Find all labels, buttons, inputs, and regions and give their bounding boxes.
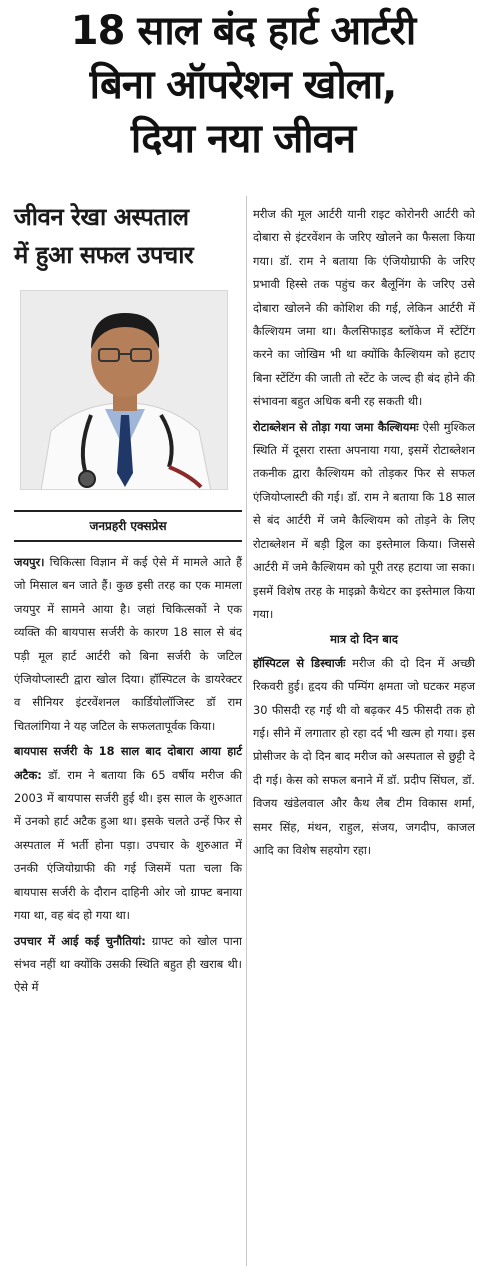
section-1-paragraph xyxy=(14,740,242,927)
headline-line-1: 18 साल बंद हार्ट आर्टरी xyxy=(70,8,416,54)
left-column xyxy=(14,551,242,1000)
continued-paragraph: मरीज की मूल आर्टरी यानी राइट कोरोनरी आर्टरी को दोबारा से इंटरवेंशन के जरिए खोलने का फैसला किया गया। डॉ. राम ने बताया कि एंजियोग्राफी के जरिए प्रभावी हिस्से तक पहुंच कर बैलूनिंग के जरिए उसे दोबारा खोलने की कोशिश की गई, लेकिन आर्टरी में कैल्शियम जमा था। कैलसिफाइड ब्लॉकेज में स्टेंटिंग करने का जोखिम भी था क्योंकि कैल्शियम को हटाए बिना स्टेंटिंग की जाती तो स्टेंट के जल्द ही बंद होने की संभावना बहुत अधिक बनी रह सकती थी। xyxy=(253,207,475,409)
section-1-text: डॉ. राम ने बताया कि 65 वर्षीय मरीज की 2003 में बायपास सर्जरी हुई थी। इस साल के शुरुआत में उनको हार्ट अटैक हुआ था। इसके चलते उन्हें फिर से अस्पताल में भर्ती होना पड़ा। उपचार के शुरुआत में उनकी एंजियोग्राफी की गई जिसमें पता चला कि बायपास सर्जरी के दौरान दाहिनी ओर जो ग्राफ्ट बनाया गया था, वह बंद हो गया था। xyxy=(14,767,242,923)
byline-bottom-rule xyxy=(14,540,242,542)
doctor-portrait-illustration xyxy=(21,291,228,490)
section-2-heading: उपचार में आई कई चुनौतियां: xyxy=(14,933,146,948)
section-4-paragraph xyxy=(253,628,475,862)
section-3-paragraph xyxy=(253,416,475,627)
section-2-text: ग्राफ्ट को खोल पाना संभव नहीं था क्योंकि उसकी स्थिति बहुत ही खराब थी। ऐसे में xyxy=(14,933,242,995)
headline-line-3: दिया नया जीवन xyxy=(130,116,356,162)
headline-line-2: बिना ऑपरेशन खोला, xyxy=(89,62,397,108)
subheadline-line-1: जीवन रेखा अस्पताल xyxy=(14,203,189,231)
section-3-text: ऐसी मुश्किल स्थिति में दूसरा रास्ता अपनाया गया, इसमें रोटाब्लेशन तकनीक द्वारा कैल्शियम को तोड़कर फिर से सफल एंजियोप्लास्टी की गई। डॉ. राम ने बताया कि 18 साल से बंद आर्टरी में जमे कैल्शियम को तोड़ने के लिए रोटाब्लेशन में बड़ी ड्रिल का इस्तेमाल किया। जिससे आर्टरी में जमे कैल्शियम को पूरी तरह हटाया जा सका। इसमें विशेष तरह के माइक्रो कैथेटर का इस्तेमाल किया गया। xyxy=(253,419,476,621)
section-1-heading: बायपास सर्जरी के 18 साल बाद दोबारा आया हार्ट अटैक: xyxy=(14,744,242,782)
section-4-text: मरीज की दो दिन में अच्छी रिकवरी हुई। हृदय की पम्पिंग क्षमता जो घटकर महज 30 फीसदी रह गई थी वो बढ़कर 45 फीसदी तक हो गई। सीने में लगातार हो रहा दर्द भी खत्म हो गया। इस प्रोसीजर के दो दिन बाद मरीज को अस्पताल से छुट्टी दे दी गई। केस को सफल बनाने में डॉ. प्रदीप सिंघल, डॉ. विजय खंडेलवाल और कैथ लैब टीम विकास शर्मा, समर सिंह, मंथन, राहुल, संजय, जगदीप, काजल आदि का विशेष सहयोग रहा। xyxy=(253,655,475,857)
section-4-heading-line-1: मात्र दो दिन बाद xyxy=(330,632,398,647)
dateline: जयपुर। xyxy=(14,555,45,569)
byline: जनप्रहरी एक्सप्रेस xyxy=(89,519,167,533)
section-3-heading: रोटाब्लेशन से तोड़ा गया जमा कैल्शियमः xyxy=(253,419,419,434)
subheadline-line-2: में हुआ सफल उपचार xyxy=(14,241,194,269)
right-column xyxy=(253,203,475,862)
byline-top-rule xyxy=(14,510,242,512)
doctor-photo xyxy=(20,290,228,490)
subheadline xyxy=(14,198,242,274)
lead-text: चिकित्सा विज्ञान में कई ऐसे में मामले आते हैं जो मिसाल बन जाते हैं। कुछ इसी तरह का एक मामला जयपुर में सामने आया है। जहां चिकित्सकों ने एक व्यक्ति की बायपास सर्जरी के कारण 18 साल से बंद पड़ी मूल हार्ट आर्टरी को बिना सर्जरी के जटिल एंजियोप्लास्टी द्वारा खोल दिया। हॉस्पिटल के डायरेक्टर व सीनियर इंटरवेंशनल कार्डियोलॉजिस्ट डॉ राम चितलांगिया ने यह जटिल के सफलतापूर्वक किया। xyxy=(14,555,242,733)
section-2-paragraph xyxy=(14,930,242,1000)
headline xyxy=(0,4,486,166)
lead-paragraph xyxy=(14,551,242,738)
column-divider xyxy=(246,196,247,1266)
section-4-heading-line-2: हॉस्पिटल से डिस्चार्जः xyxy=(253,655,346,670)
